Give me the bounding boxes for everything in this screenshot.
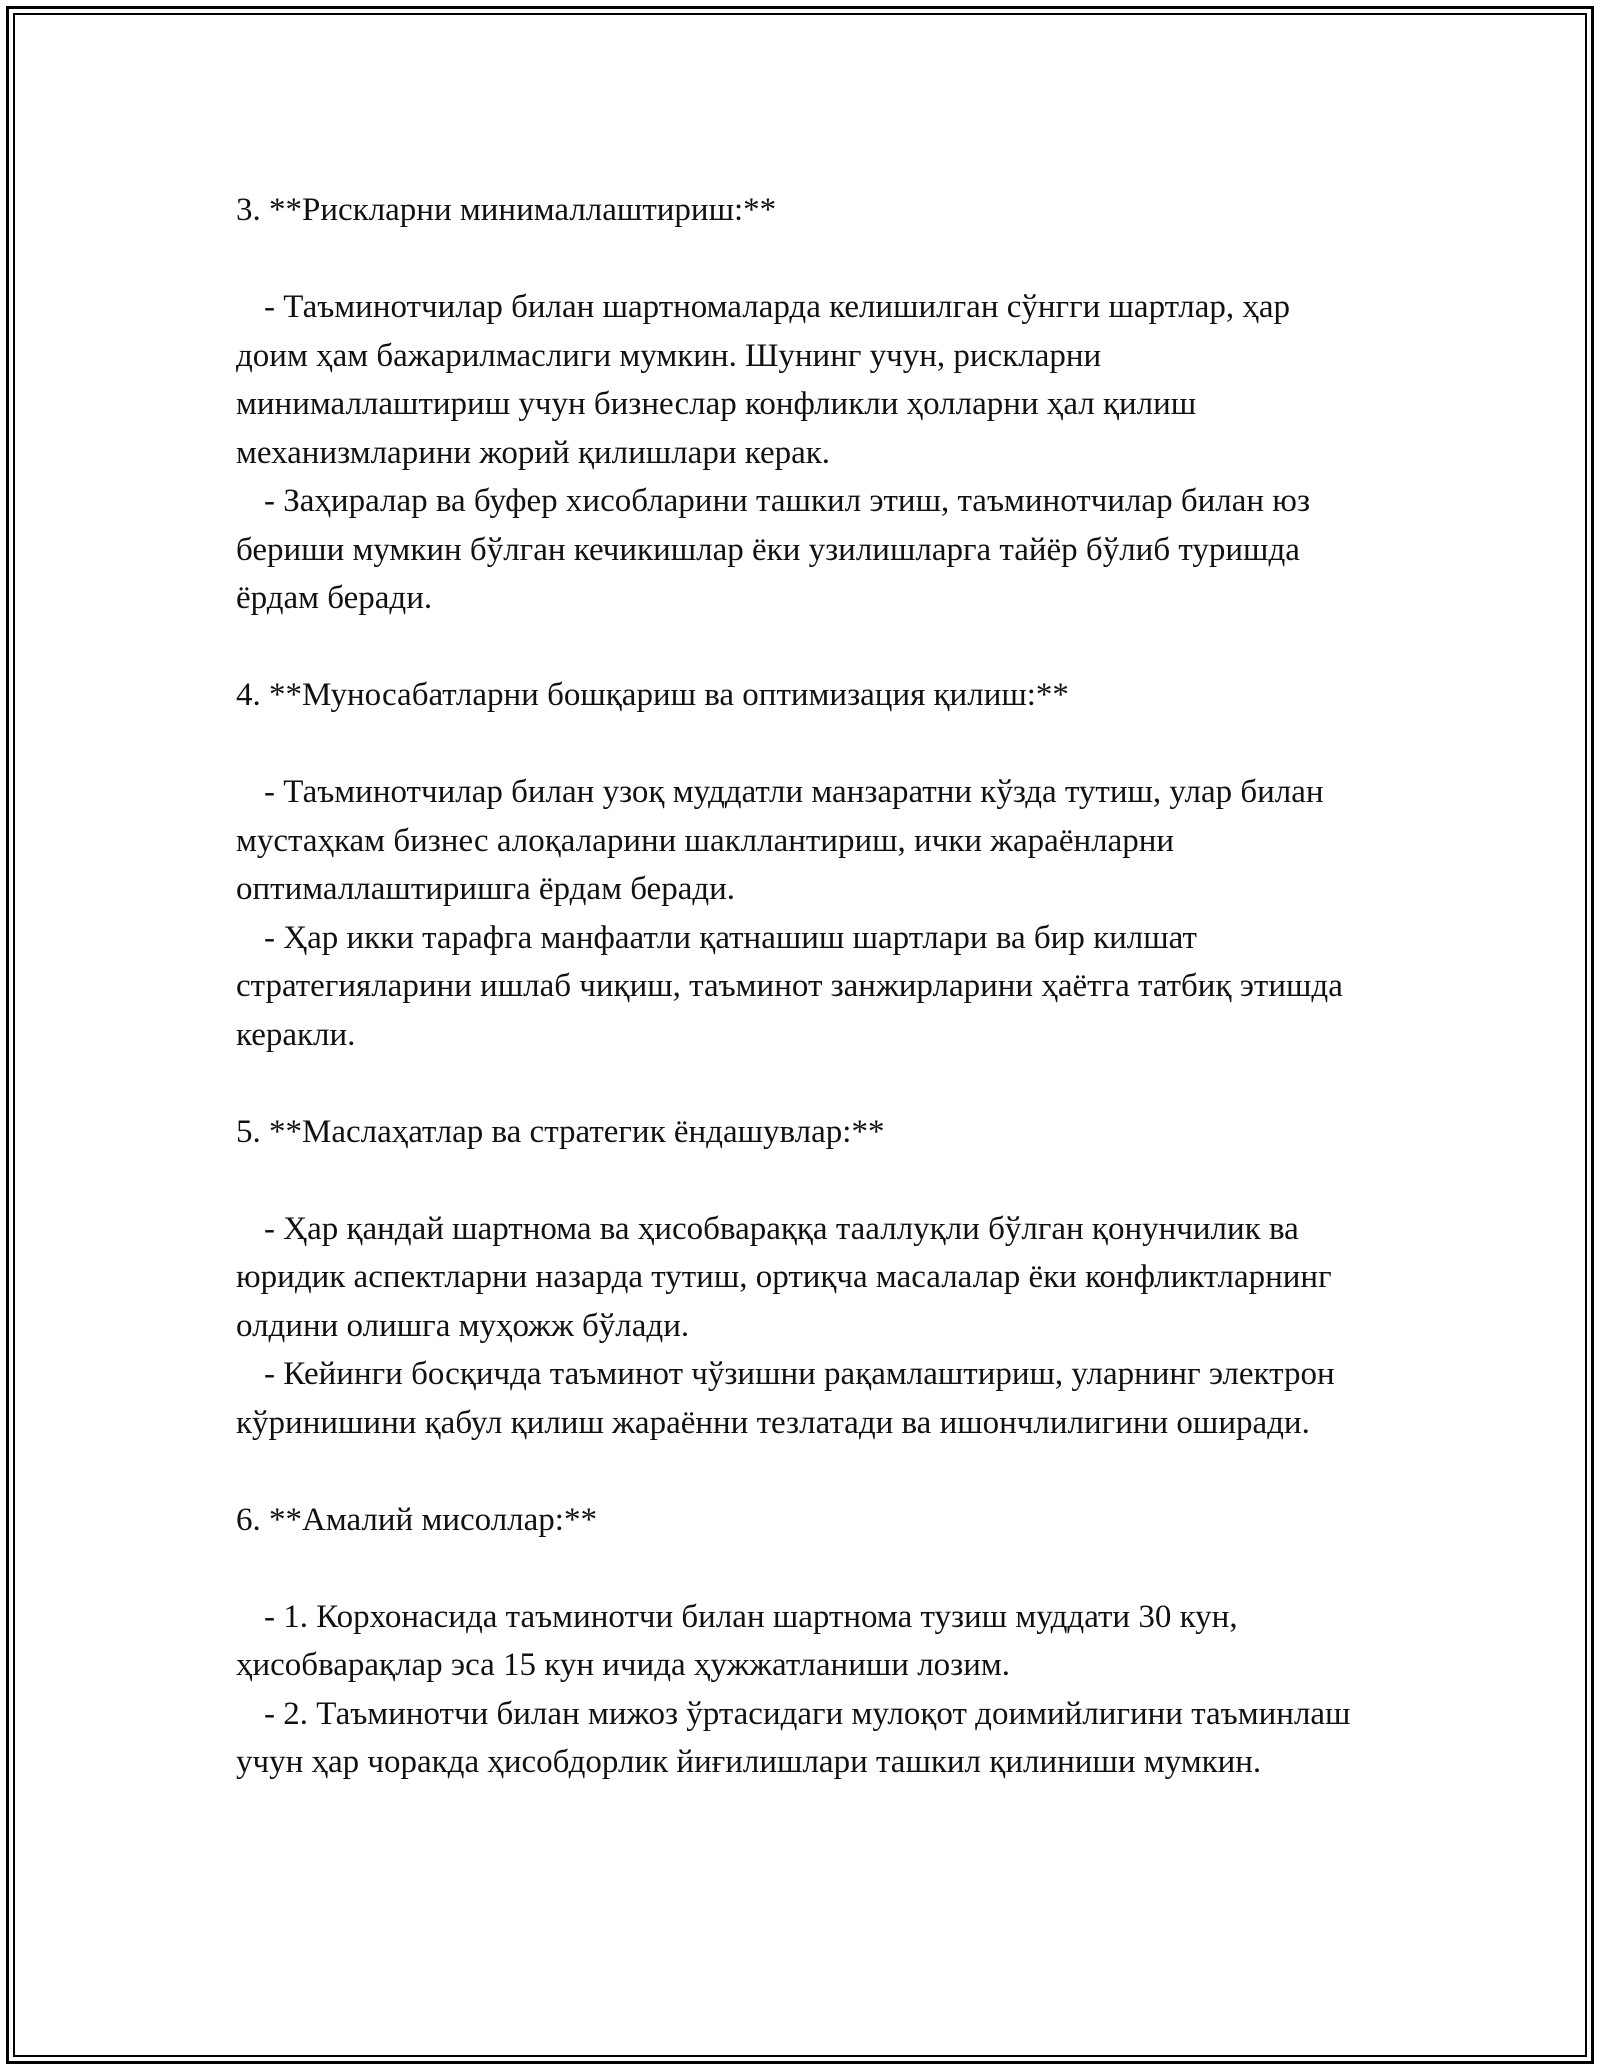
section-4-bullet-1: - Таъминотчилар билан узоқ муддатли манзаратни кўзда тутиш, улар билан мустаҳкам бизнес алоқаларини шакллантириш, ички жараёнларни оптималлаштиришга ёрдам беради. bbox=[236, 774, 1324, 907]
section-3-bullet-1: - Таъминотчилар билан шартномаларда келишилган сўнгги шартлар, ҳар доим ҳам бажарилмаслиги мумкин. Шунинг учун, рискларни минималлаштириш учун бизнеслар конфликли ҳолларни ҳал қилиш механизмларини жорий қилишлари керак. bbox=[236, 289, 1290, 471]
section-heading-6: 6. **Амалий мисоллар:** bbox=[236, 1501, 597, 1538]
document-body bbox=[236, 186, 1366, 1787]
section-5-bullet-1: - Ҳар қандай шартнома ва ҳисобвараққа тааллуқли бўлган қонунчилик ва юридик аспектларни назарда тутиш, ортиқча масалалар ёки конфликтларнинг олдини олишга муҳожж бўлади. bbox=[236, 1210, 1332, 1344]
section-4-bullet-2: - Ҳар икки тарафга манфаатли қатнашиш шартлари ва бир килшат стратегияларини ишлаб чиқиш, таъминот занжирларини ҳаётга татбиқ этишда керакли. bbox=[236, 919, 1343, 1053]
section-6-bullet-2: - 2. Таъминотчи билан мижоз ўртасидаги мулоқот доимийлигини таъминлаш учун ҳар чоракда ҳисобдорлик йиғилишлари ташкил қилиниши мумкин. bbox=[236, 1695, 1351, 1780]
section-5-bullet-2: - Кейинги босқичда таъминот чўзишни рақамлаштириш, уларнинг электрон кўринишини қабул қилиш жараённи тезлатади ва ишончлилигини оширади. bbox=[236, 1356, 1335, 1441]
section-3-bullet-2: - Заҳиралар ва буфер хисобларини ташкил этиш, таъминотчилар билан юз бериши мумкин бўлган кечикишлар ёки узилишларга тайёр бўлиб туришда ёрдам беради. bbox=[236, 483, 1310, 616]
section-heading-4: 4. **Муносабатларни бошқариш ва оптимизация қилиш:** bbox=[236, 677, 1069, 713]
section-heading-5: 5. **Маслаҳатлар ва стратегик ёндашувлар:** bbox=[236, 1113, 885, 1150]
section-heading-3: 3. **Рискларни минималлаштириш:** bbox=[236, 192, 777, 228]
section-6-bullet-1: - 1. Корхонасида таъминотчи билан шартнома тузиш муддати 30 кун, ҳисобварақлар эса 15 кун ичида ҳужжатланиши лозим. bbox=[236, 1598, 1238, 1683]
